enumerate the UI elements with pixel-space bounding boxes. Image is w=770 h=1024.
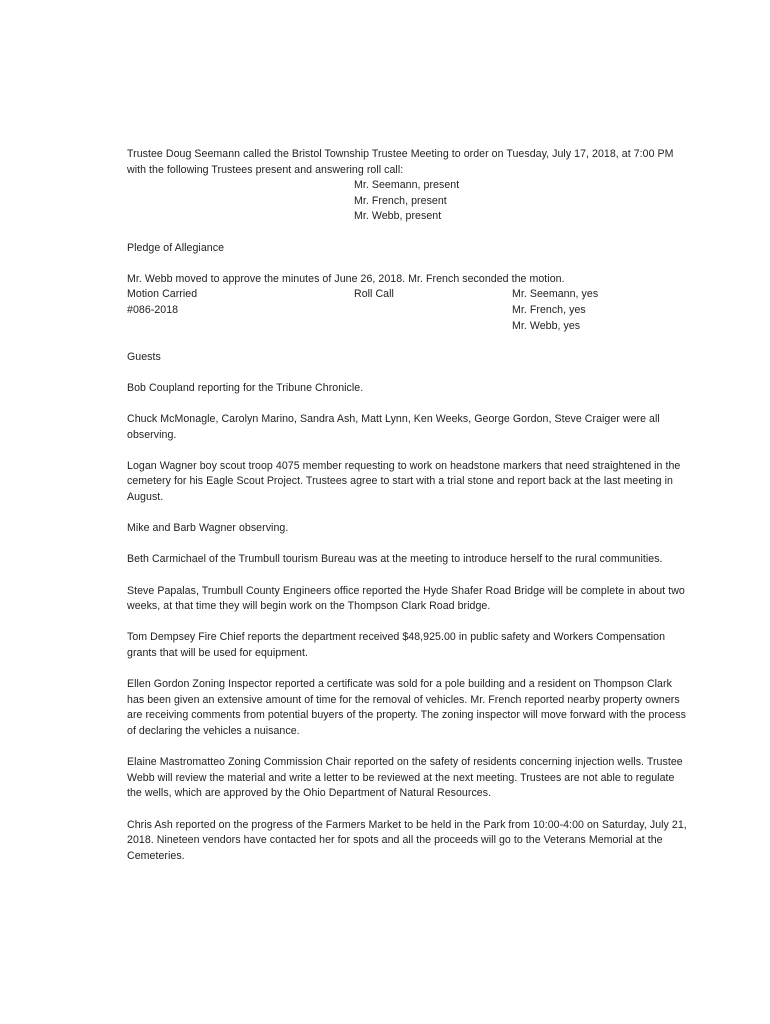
guest-paragraph: Mike and Barb Wagner observing. [127, 522, 289, 535]
roll-call-present-item: Mr. French, present [354, 194, 447, 207]
guest-paragraph: Chris Ash reported on the progress of the Farmers Market to be held in the Park from 10:00-4:00 on Saturday, July 21, 2018. Nineteen vendors have contacted her for spots and all the proceeds will go to the Veterans Memorial at the Cemeteries. [127, 818, 687, 862]
guests-heading: Guests [127, 350, 161, 363]
motion-number: #086-2018 [127, 303, 179, 316]
meeting-minutes-document [127, 147, 687, 880]
guest-paragraph: Bob Coupland reporting for the Tribune Chronicle. [127, 381, 364, 394]
guest-paragraph: Chuck McMonagle, Carolyn Marino, Sandra Ash, Matt Lynn, Ken Weeks, George Gordon, Steve Craiger were all observing. [127, 413, 660, 441]
guest-paragraph: Tom Dempsey Fire Chief reports the department received $48,925.00 in public safety and Workers Compensation grants that will be used for equipment. [127, 631, 666, 659]
roll-call-present-item: Mr. Webb, present [354, 210, 442, 223]
guest-paragraph: Elaine Mastromatteo Zoning Commission Chair reported on the safety of residents concerning injection wells. Trustee Webb will review the material and write a letter to be reviewed at the next meeting. Trustees are not able to regulate the wells, which are approved by the Ohio Department of Natural Resources. [127, 756, 683, 800]
guest-paragraph: Logan Wagner boy scout troop 4075 member requesting to work on headstone markers that need straightened in the cemetery for his Eagle Scout Project. Trustees agree to start with a trial stone and report back at the last meeting in August. [127, 459, 681, 504]
roll-call-present-list [127, 178, 687, 225]
pledge-of-allegiance: Pledge of Allegiance [127, 241, 225, 254]
vote-item: Mr. Seemann, yes [512, 288, 599, 301]
guest-paragraph: Beth Carmichael of the Trumbull tourism Bureau was at the meeting to introduce herself to the rural communities. [127, 553, 663, 566]
roll-call-label: Roll Call [354, 288, 394, 301]
vote-item: Mr. French, yes [512, 303, 586, 316]
intro-paragraph: Trustee Doug Seemann called the Bristol Township Trustee Meeting to order on Tuesday, July 17, 2018, at 7:00 PM with the following Trustees present and answering roll call: [127, 148, 674, 176]
guest-paragraph: Ellen Gordon Zoning Inspector reported a certificate was sold for a pole building and a resident on Thompson Clark has been given an extensive amount of time for the removal of vehicles. Mr. French reported nearby property owners are receiving comments from potential buyers of the property. The zoning inspector will move forward with the process of declaring the vehicles a nuisance. [127, 678, 686, 737]
motion-text: Mr. Webb moved to approve the minutes of June 26, 2018. Mr. French seconded the motion. [127, 272, 565, 285]
motion-carried-label: Motion Carried [127, 288, 198, 301]
motion-block [127, 272, 687, 334]
roll-call-present-item: Mr. Seemann, present [354, 179, 460, 192]
guest-paragraph: Steve Papalas, Trumbull County Engineers office reported the Hyde Shafer Road Bridge will be complete in about two weeks, at that time they will begin work on the Thompson Clark Road bridge. [127, 584, 685, 613]
vote-item: Mr. Webb, yes [512, 319, 581, 332]
